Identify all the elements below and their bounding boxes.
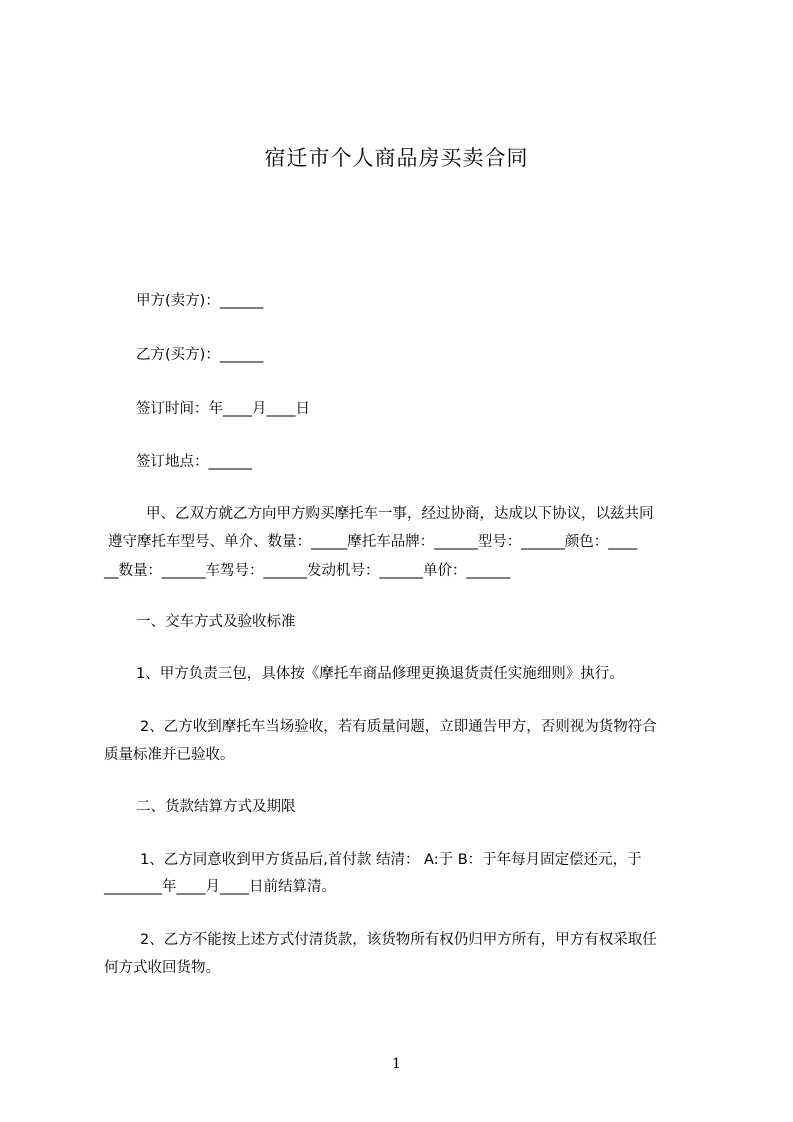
section-1-item-1: 1、甲方负责三包，具体按《摩托车商品修理更换退货责任实施细则》执行。 <box>136 666 624 682</box>
section-1-item-2-line-2: 质量标准并已验收。 <box>104 747 235 763</box>
section-2-item-1-line-2: ________年____月____日前结算清。 <box>104 879 336 895</box>
document-title: 宿迁市个人商品房买卖合同 <box>264 146 529 170</box>
section-1-heading: 一、交车方式及验收标准 <box>136 614 296 630</box>
page-number: 1 <box>392 1056 401 1072</box>
section-2-item-2-line-2: 何方式收回货物。 <box>104 960 220 976</box>
party-a-field: 甲方(卖方)：______ <box>136 293 264 309</box>
party-b-field: 乙方(买方)：______ <box>136 347 264 363</box>
sign-date-field: 签订时间：年____月____日 <box>136 401 310 417</box>
intro-paragraph-line-2: 遵守摩托车型号、单介、数量：_____摩托车品牌：______型号：______颜色：____ <box>108 534 638 550</box>
section-2-heading: 二、货款结算方式及期限 <box>136 799 296 815</box>
section-2-item-1-line-1: 1、乙方同意收到甲方货品后,首付款 结清： A:于 B：于年每月固定偿还元，于 <box>140 852 642 868</box>
sign-place-field: 签订地点：______ <box>136 454 252 470</box>
section-1-item-2-line-1: 2、乙方收到摩托车当场验收，若有质量问题，立即通告甲方，否则视为货物符合 <box>140 719 657 735</box>
section-2-item-2-line-1: 2、乙方不能按上述方式付清货款，该货物所有权仍归甲方所有，甲方有权采取任 <box>140 932 657 948</box>
intro-paragraph-line-1: 甲、乙双方就乙方向甲方购买摩托车一事，经过协商，达成以下协议，以兹共同 <box>146 506 654 522</box>
intro-paragraph-line-3: __数量：______车驾号：______发动机号：______单价：______ <box>104 563 510 579</box>
